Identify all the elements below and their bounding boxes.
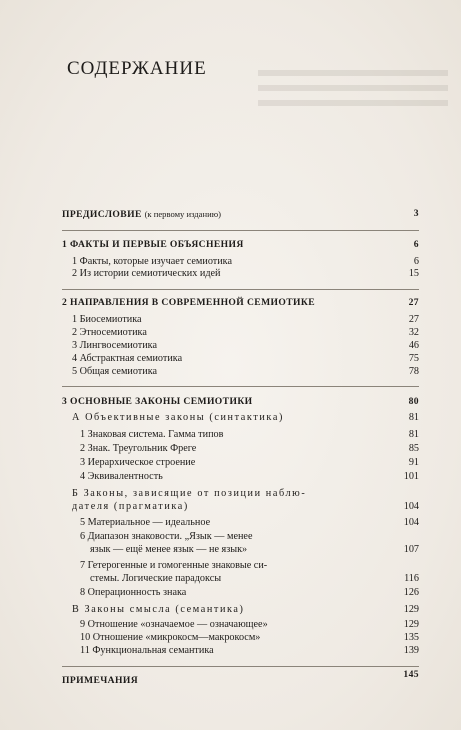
- page-number: 27: [408, 314, 419, 325]
- page-number: 104: [403, 517, 419, 528]
- page-number: 104: [403, 501, 419, 512]
- section-label: В Законы смысла (семантика): [72, 604, 245, 615]
- page-number: 78: [408, 366, 419, 377]
- page-number: 81: [408, 429, 419, 440]
- toc-item[interactable]: [80, 560, 419, 572]
- page-number: 80: [408, 396, 419, 407]
- toc-item[interactable]: [72, 366, 419, 378]
- item-label: 8 Операционность знака: [80, 587, 187, 598]
- item-label: 7 Гетерогенные и гомогенные знаковые си-: [80, 560, 268, 571]
- chapter-label: 3 ОСНОВНЫЕ ЗАКОНЫ СЕМИОТИКИ: [62, 396, 253, 407]
- toc-preface[interactable]: [62, 208, 419, 221]
- item-label: 4 Абстрактная семиотика: [72, 353, 183, 364]
- page-number: 6: [413, 256, 419, 267]
- page-number: 145: [403, 669, 419, 680]
- item-label: 1 Факты, которые изучает семиотика: [72, 256, 232, 267]
- page-number: 116: [404, 573, 419, 584]
- toc-item[interactable]: [80, 443, 419, 455]
- item-label: 5 Материальное — идеальное: [80, 517, 211, 528]
- divider: [62, 230, 419, 231]
- page-number: 81: [408, 412, 419, 423]
- toc-chapter-3[interactable]: [62, 396, 419, 408]
- toc-item[interactable]: [80, 587, 419, 599]
- item-label: 2 Из истории семиотических идей: [72, 268, 221, 279]
- item-label: 6 Диапазон знаковости. „Язык — менее: [80, 531, 253, 542]
- toc-item-continuation[interactable]: [80, 544, 419, 556]
- toc-section-a[interactable]: [72, 412, 419, 424]
- item-label: 10 Отношение «микрокосм—макрокосм»: [80, 632, 261, 643]
- toc-item[interactable]: [72, 314, 419, 326]
- page-number: 32: [408, 327, 419, 338]
- toc-section-b-line1[interactable]: [72, 488, 419, 500]
- page-number: 46: [408, 340, 419, 351]
- toc-section-b-line2[interactable]: [72, 501, 419, 513]
- page-number: 107: [403, 544, 419, 555]
- item-label: 11 Функциональная семантика: [80, 645, 214, 656]
- toc-item[interactable]: [80, 457, 419, 469]
- toc-item[interactable]: [72, 256, 419, 268]
- bleed-through-shadow: [258, 70, 448, 110]
- item-label: 3 Иерархическое строение: [80, 457, 196, 468]
- item-label: 4 Эквивалентность: [80, 471, 163, 482]
- section-label: Б Законы, зависящие от позиции наблю-: [72, 488, 307, 499]
- page-number: 3: [413, 208, 419, 219]
- page-number: 129: [403, 619, 419, 630]
- chapter-label: 1 ФАКТЫ И ПЕРВЫЕ ОБЪЯСНЕНИЯ: [62, 239, 244, 250]
- section-label: дателя (прагматика): [72, 501, 189, 512]
- divider: [62, 289, 419, 290]
- chapter-label: 2 НАПРАВЛЕНИЯ В СОВРЕМЕННОЙ СЕМИОТИКЕ: [62, 297, 316, 308]
- page-number: 139: [403, 645, 419, 656]
- item-label: 3 Лингвосемиотика: [72, 340, 157, 351]
- toc-chapter-2[interactable]: [62, 297, 419, 309]
- toc-item[interactable]: [80, 531, 419, 543]
- item-label: 2 Знак. Треугольник Фреге: [80, 443, 197, 454]
- toc-item[interactable]: [80, 517, 419, 529]
- page-number: 91: [408, 457, 419, 468]
- toc-item[interactable]: [80, 645, 419, 657]
- preface-label: ПРЕДИСЛОВИЕ: [62, 209, 142, 220]
- page-number: 75: [408, 353, 419, 364]
- toc-item[interactable]: [72, 327, 419, 339]
- item-label: язык — ещё менее язык — не язык»: [90, 544, 248, 555]
- toc-item[interactable]: [72, 353, 419, 365]
- toc-item[interactable]: [80, 471, 419, 483]
- toc-item[interactable]: [72, 340, 419, 352]
- section-label: А Объективные законы (синтактика): [72, 412, 284, 423]
- item-label: 1 Знаковая система. Гамма типов: [80, 429, 224, 440]
- page-number: 126: [403, 587, 419, 598]
- page-number: 27: [408, 297, 419, 308]
- page-number: 129: [403, 604, 419, 615]
- preface-note: (к первому изданию): [144, 209, 221, 219]
- notes-label: ПРИМЕЧАНИЯ: [62, 675, 139, 686]
- page-number: 85: [408, 443, 419, 454]
- item-label: 9 Отношение «означаемое — означающее»: [80, 619, 268, 630]
- item-label: стемы. Логические парадоксы: [90, 573, 222, 584]
- page-number: 6: [413, 239, 419, 250]
- page-number: 101: [403, 471, 419, 482]
- divider: [62, 386, 419, 387]
- toc-item[interactable]: [80, 632, 419, 644]
- toc-notes[interactable]: [62, 669, 419, 687]
- toc-chapter-1[interactable]: [62, 239, 419, 251]
- divider: [62, 666, 419, 667]
- toc-item[interactable]: [72, 268, 419, 280]
- item-label: 5 Общая семиотика: [72, 366, 158, 377]
- page-title: СОДЕРЖАНИЕ: [67, 58, 207, 79]
- page-number: 135: [403, 632, 419, 643]
- toc-section-c[interactable]: [72, 604, 419, 616]
- page-number: 15: [408, 268, 419, 279]
- item-label: 2 Этносемиотика: [72, 327, 147, 338]
- toc-item-continuation[interactable]: [80, 573, 419, 585]
- item-label: 1 Биосемиотика: [72, 314, 142, 325]
- toc-item[interactable]: [80, 429, 419, 441]
- toc-item[interactable]: [80, 619, 419, 631]
